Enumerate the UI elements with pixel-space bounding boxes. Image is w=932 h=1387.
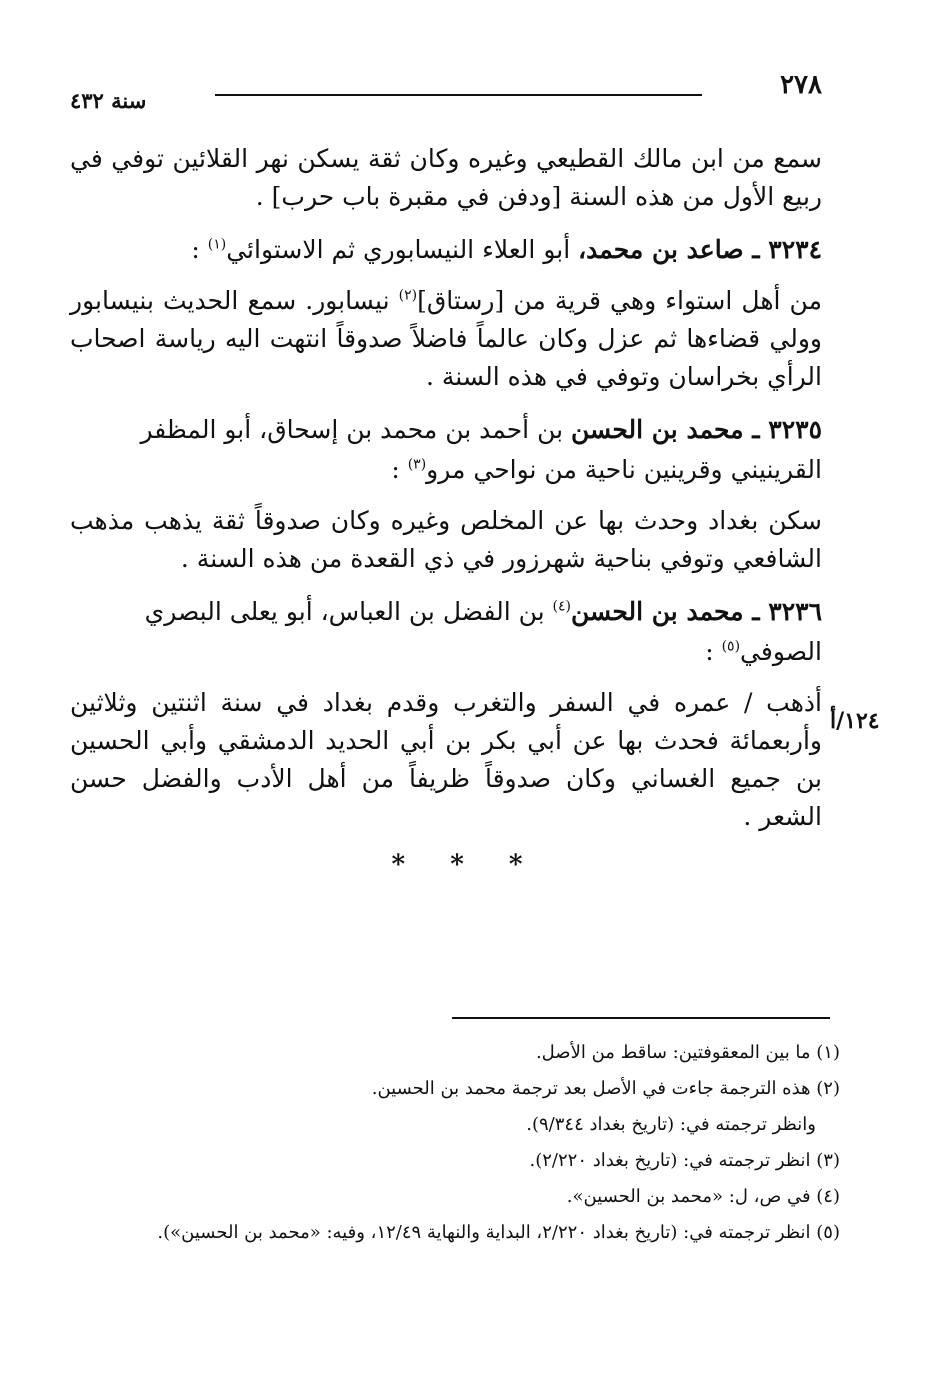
footnote-1: (١) ما بين المعقوفتين: ساقط من الأصل. <box>535 1042 840 1063</box>
entry-3234-heading <box>70 230 822 270</box>
footnote-2: (٢) هذه الترجمة جاءت في الأصل بعد ترجمة محمد بن الحسين. <box>371 1078 840 1099</box>
entry-3234-kunya: أبو العلاء النيسابوري ثم الاستوائي <box>226 235 579 264</box>
footnote-rule <box>452 1017 830 1019</box>
paragraph-1: سمع من ابن مالك القطيعي وغيره وكان ثقة يسكن نهر القلائين توفي في ربيع الأول من هذه السنة [ودفن في مقبرة باب حرب] . <box>70 144 822 211</box>
paragraph-3: سكن بغداد وحدث بها عن المخلص وغيره وكان صدوقاً ثقة يذهب مذهب الشافعي وتوفي بناحية شهرزور في ذي القعدة من هذه السنة . <box>70 506 822 573</box>
footnotes <box>110 1040 840 1256</box>
page-header <box>70 70 822 113</box>
paragraph-2 <box>70 282 822 396</box>
entry-3235-lineage: بن أحمد بن محمد بن إسحاق، أبو المظفر القرينيني وقرينين ناحية من نواحي مرو <box>140 415 822 484</box>
header-rule <box>215 94 702 96</box>
footnote-3: (٣) انظر ترجمته في: (تاريخ بغداد ٢/٢٢٠). <box>529 1150 840 1171</box>
entry-3236-colon: : <box>705 637 722 666</box>
footnote-4: (٤) في ص، ل: «محمد بن الحسين». <box>566 1186 840 1207</box>
manuscript-folio-marker: ١٢٤/أ <box>830 708 880 734</box>
entry-3234-name: ٣٢٣٤ ـ صاعد بن محمد، <box>578 235 822 264</box>
entry-3236-lineage: بن الفضل بن العباس، أبو يعلى البصري الصوفي <box>144 597 822 666</box>
footnote-5: (٥) انظر ترجمته في: (تاريخ بغداد ٢/٢٢٠، البداية والنهاية ١٢/٤٩، وفيه: «محمد بن الحسين»). <box>157 1222 840 1243</box>
entry-3235-name: ٣٢٣٥ ـ محمد بن الحسن <box>571 415 822 444</box>
entry-3234-colon: : <box>191 235 208 264</box>
footnote-ref-2: (٢) <box>398 287 418 304</box>
footnote-2-continuation: وانظر ترجمته في: (تاريخ بغداد ٩/٣٤٤). <box>526 1114 816 1135</box>
paragraph-2-part-b: نيسابور. سمع الحديث بنيسابور وولي قضاءها ثم عزل وكان عالماً فاضلاً صدوقاً انتهت اليه رياسة اصحاب الرأي بخراسان وتوفي في هذه السنة . <box>70 286 822 391</box>
paragraph-2-part-a: من أهل استواء وهي قرية من [رستاق] <box>417 286 822 315</box>
footnote-ref-5: (٥) <box>721 638 741 655</box>
footnote-ref-3: (٣) <box>407 456 427 473</box>
paragraph-4: أذهب / عمره في السفر والتغرب وقدم بغداد في سنة اثنتين وثلاثين وأربعمائة فحدث بها عن أبي بكر بن أبي الحديد الدمشقي وأبي الحسين بن جميع الغساني وكان صدوقاً ظريفاً من أهل الأدب والفضل حسن الشعر . <box>70 688 822 831</box>
main-text <box>70 140 822 850</box>
entry-3236-heading <box>70 592 822 672</box>
entry-3235-heading <box>70 410 822 490</box>
page-number: ٢٧٨ <box>780 70 822 100</box>
entry-3236-name: ٣٢٣٦ ـ محمد بن الحسن <box>571 597 822 626</box>
section-divider-stars: * * * <box>391 850 541 880</box>
footnote-ref-4: (٤) <box>552 598 572 615</box>
running-head: سنة ٤٣٢ <box>70 88 147 113</box>
footnote-ref-1: (١) <box>207 236 227 253</box>
entry-3235-colon: : <box>391 455 408 484</box>
